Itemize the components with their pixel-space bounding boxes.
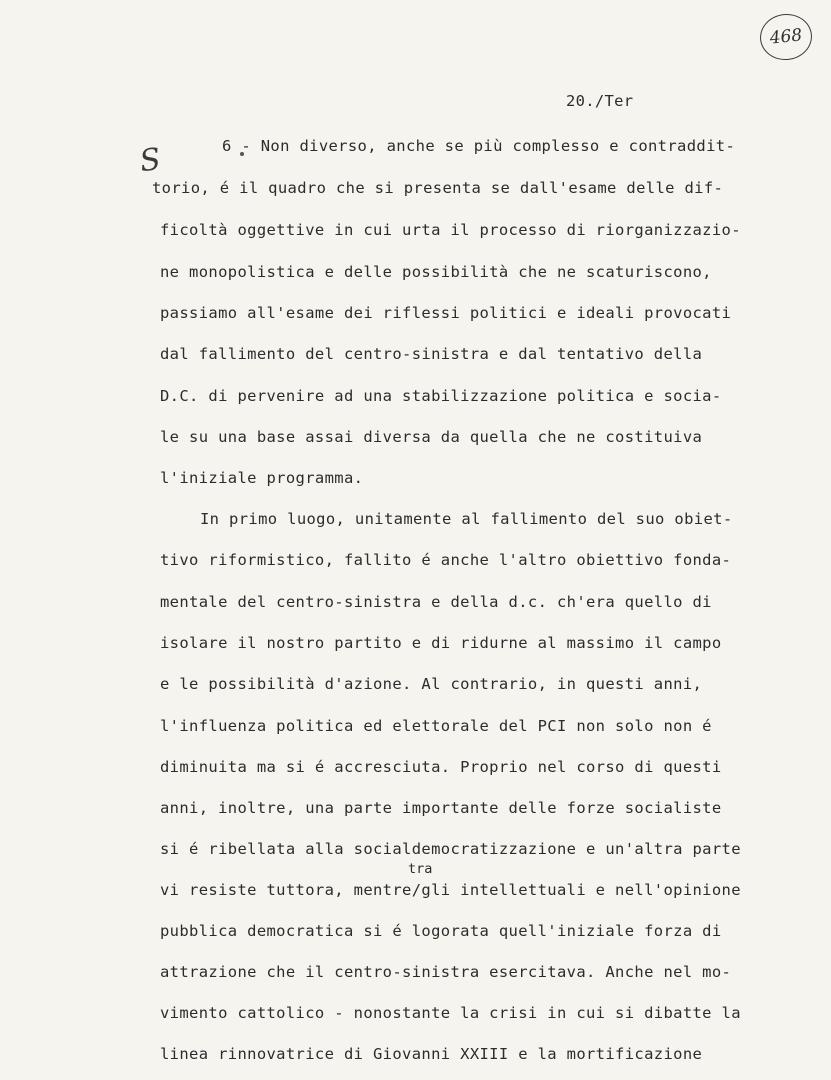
text-line: ficoltà oggettive in cui urta il processo di riorganizzazio- — [160, 221, 741, 239]
page-number: 20./Ter — [566, 92, 634, 110]
text-line: vi resiste tuttora, mentre/gli intellettuali e nell'opinione — [160, 881, 741, 899]
text-line: passiamo all'esame dei riflessi politici e ideali provocati — [160, 304, 732, 322]
text-line: linea rinnovatrice di Giovanni XXIII e la mortificazione — [160, 1045, 703, 1063]
text-line: l'iniziale programma. — [160, 469, 364, 487]
text-line: 6 - Non diverso, anche se più complesso e contraddit- — [222, 137, 736, 155]
text-line: tivo riformistico, fallito é anche l'altro obiettivo fonda- — [160, 551, 732, 569]
text-line: l'influenza politica ed elettorale del PCI non solo non é — [160, 717, 712, 735]
text-line: diminuita ma si é accresciuta. Proprio nel corso di questi — [160, 758, 722, 776]
handwritten-margin-mark: S — [137, 141, 163, 180]
archive-number-stamp — [758, 11, 815, 62]
text-line: torio, é il quadro che si presenta se dall'esame delle dif- — [152, 179, 724, 197]
text-line: ne monopolistica e delle possibilità che ne scaturiscono, — [160, 263, 712, 281]
text-line: In primo luogo, unitamente al fallimento del suo obiet- — [200, 510, 733, 528]
text-line: pubblica democratica si é logorata quell'iniziale forza di — [160, 922, 722, 940]
text-line: e le possibilità d'azione. Al contrario, in questi anni, — [160, 675, 703, 693]
archive-number: 468 — [768, 25, 804, 49]
text-line: vimento cattolico - nonostante la crisi in cui si dibatte la — [160, 1004, 741, 1022]
text-line: si é ribellata alla socialdemocratizzazione e un'altra parte — [160, 840, 741, 858]
text-line: attrazione che il centro-sinistra esercitava. Anche nel mo- — [160, 963, 732, 981]
text-line: D.C. di pervenire ad una stabilizzazione politica e socia- — [160, 387, 722, 405]
text-line: isolare il nostro partito e di ridurne al massimo il campo — [160, 634, 722, 652]
text-line: mentale del centro-sinistra e della d.c. ch'era quello di — [160, 593, 712, 611]
interlinear-insertion: tra — [408, 861, 433, 877]
text-line: anni, inoltre, una parte importante delle forze socialiste — [160, 799, 722, 817]
text-line: le su una base assai diversa da quella che ne costituiva — [160, 428, 703, 446]
text-line: dal fallimento del centro-sinistra e dal tentativo della — [160, 345, 703, 363]
